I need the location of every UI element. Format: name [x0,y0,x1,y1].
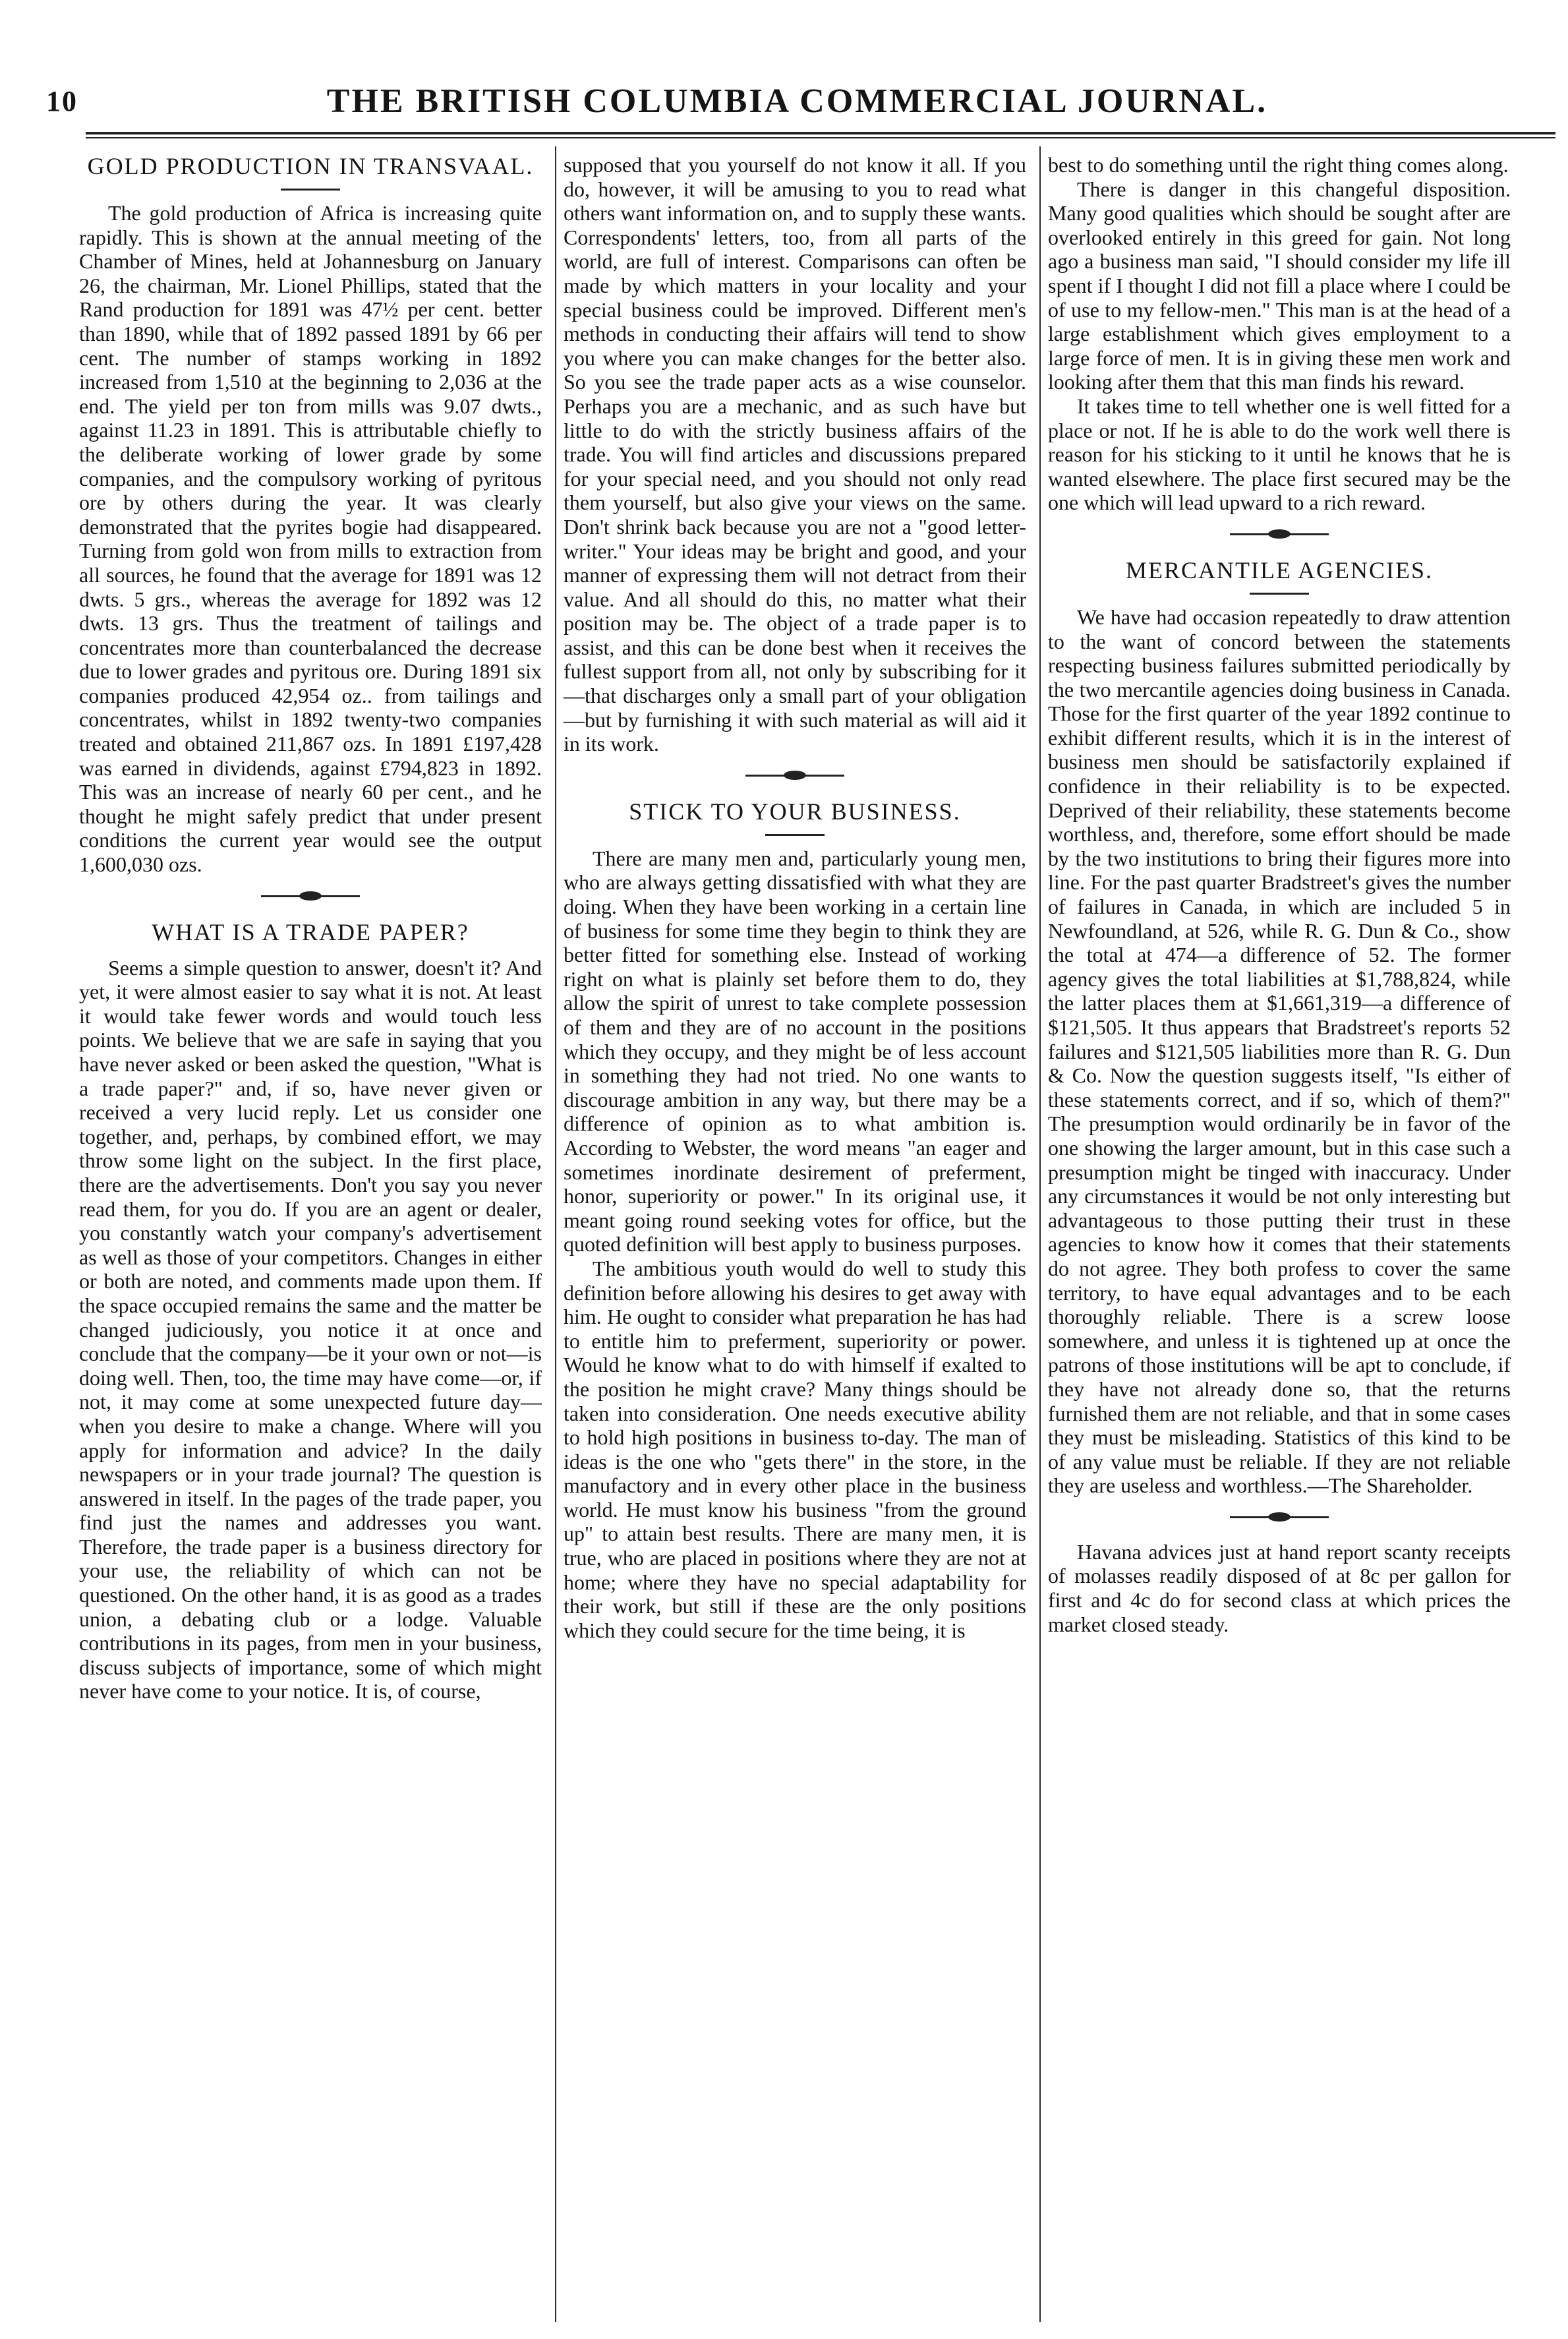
article-title-mercantile-agencies: MERCANTILE AGENCIES. [1126,556,1433,583]
section-ornament [745,771,844,781]
paragraph: There are many men and, particularly young men, who are always getting dissatisfied with what they are doing. When they have been working in a certain line of business for some time they begin to think they are better fitted for something else. Instead of working right on what is plainly set before them to do, they allow the spirit of unrest to take complete possession of them and they are of no account in the positions which they occupy, and they might be of less account in something they had not tried. No one wants to discourage ambition in any way, but there may be a difference of opinion as to what ambition is. According to Webster, the word means "an eager and sometimes inordinate desirement of preferment, honor, superiority or power." In its original use, it meant going round seeking votes for office, but the quoted definition will best apply to business purposes. [564,846,1026,1257]
column-2 [564,153,1026,1642]
paragraph: We have had occasion repeatedly to draw attention to the want of concord between the statements respecting business failures submitted periodically by the two mercantile agencies doing business in Canada. Those for the first quarter of the year 1892 continue to exhibit different results, which it is in the interest of business men should be satisfactorily explained if confidence in their reliability is to be expected. Deprived of their reliability, these statements become worthless, and, therefore, some effort should be made by the two institutions to bring their figures more into line. For the past quarter Bradstreet's gives the number of failures in Canada, in which are included 5 in Newfoundland, at 526, while R. G. Dun & Co., show the total at 474—a difference of 52. The former agency gives the total liabilities at $1,788,824, while the latter places them at $1,661,319—a difference of $121,505. It thus appears that Bradstreet's reports 52 failures and $121,505 liabilities more than R. G. Dun & Co. Now the question suggests itself, "Is either of these statements correct, and if so, which of them?" The presumption would ordinarily be in favor of the one showing the larger amount, but in this case such a presumption might be tinged with inaccuracy. Under any circumstances it would be not only interesting but advantageous to those putting their trust in these agencies to know how it comes that their statements do not agree. They both profess to cover the same territory, to have equal advantages and to be each thoroughly reliable. There is a screw loose somewhere, and unless it is tightened up at once the patrons of those institutions will be apt to conclude, if they have not already done so, that the returns furnished them are not reliable, and that in some cases they must be misleading. Statistics of this kind to be of any value must be reliable. If they are not reliable they are useless and worthless.—The Shareholder. [1048,605,1511,1498]
title-rule [281,189,340,191]
article-title-gold-production: GOLD PRODUCTION IN TRANSVAAL. [87,153,534,179]
header-rule-thin [86,137,1555,138]
paragraph: best to do something until the right thing comes along. [1048,153,1509,177]
paragraph: Havana advices just at hand report scanty receipts of molasses readily disposed of at 8c per gallon for first and 4c do for second class at which prices the market closed steady. [1048,1539,1511,1636]
title-rule [1250,593,1309,595]
paragraph: There is danger in this changeful disposition. Many good qualities which should be sought after are overlooked entirely in this greed for gain. Not long ago a business man said, "I should consider my life ill spent if I thought I did not fill a place where I could be of use to my fellow-men." This man is at the head of a large establishment which gives employment to a large force of men. It is in giving these men work and looking after them that this man finds his reward. [1048,177,1511,394]
column-1 [79,153,542,1703]
article-title-trade-paper: WHAT IS A TRADE PAPER? [152,918,469,945]
column-3 [1048,153,1511,1636]
page-number: 10 [46,85,78,117]
paragraph: The gold production of Africa is increasing quite rapidly. This is shown at the annual meeting of the Chamber of Mines, held at Johannesburg on January 26, the chairman, Mr. Lionel Phillips, stated that the Rand production for 1891 was 47½ per cent. better than 1890, while that of 1892 passed 1891 by 66 per cent. The number of stamps working in 1892 increased from 1,510 at the beginning to 2,036 at the end. The yield per ton from mills was 9.07 dwts., against 11.23 in 1891. This is attributable chiefly to the deliberate working of lower grade by some companies, and the compulsory working of pyritous ore by others during the year. It was clearly demonstrated that the pyrites bogie had disappeared. Turning from gold won from mills to extraction from all sources, he found that the average for 1891 was 12 dwts. 5 grs., whereas the average for 1892 was 12 dwts. 13 grs. Thus the treatment of tailings and concentrates more than counterbalanced the decrease due to lower grades and pyritous ore. During 1891 six companies produced 42,954 oz.. from tailings and concentrates, whilst in 1892 twenty-two companies treated and obtained 211,867 ozs. In 1891 £197,428 was earned in dividends, against £794,823 in 1892. This was an increase of nearly 60 per cent., and he thought he might safely predict that under present conditions the current year would see the output 1,600,030 ozs. [79,201,542,877]
column-divider [1039,146,1041,2322]
section-ornament [261,891,360,902]
journal-title: THE BRITISH COLUMBIA COMMERCIAL JOURNAL. [326,82,1268,120]
header-rule [86,132,1555,134]
paragraph: Seems a simple question to answer, doesn't it? And yet, it were almost easier to say what it is not. At least it would take fewer words and would touch less points. We believe that we are safe in saying that you have never asked or been asked the question, "What is a trade paper?" and, if so, have never given or received a very lucid reply. Let us consider one together, and, perhaps, by combined effort, we may throw some light on the subject. In the first place, there are the advertisements. Don't you say you never read them, for you do. If you are an agent or dealer, you constantly watch your company's advertisement as well as those of your competitors. Changes in either or both are noted, and comments made upon them. If the space occupied remains the same and the matter be changed judiciously, you notice it at once and conclude that the company—be it your own or not—is doing well. Then, too, the time may have come—or, if not, it may come at some unexpected future day—when you desire to make a change. Where will you apply for information and advice? In the daily newspapers or in your trade journal? The question is answered in itself. In the pages of the trade paper, you find just the names and addresses you want. Therefore, the trade paper is a business directory for your use, the reliability of which can not be questioned. On the other hand, it is as good as a trades union, a debating club or a lodge. Valuable contributions in its pages, from men in your business, discuss subjects of importance, some of which might never have come to your notice. It is, of course, [79,955,542,1703]
article-title-stick-to-business: STICK TO YOUR BUSINESS. [629,798,961,825]
column-divider [555,146,556,2322]
paragraph: supposed that you yourself do not know it all. If you do, however, it will be amusing to you to read what others want information on, and to supply these wants. Correspondents' letters, too, from all parts of the world, are full of interest. Comparisons can often be made by which matters in your locality and your special business could be improved. Different men's methods in conducting their affairs will tend to show you where you can make changes for the better also. So you see the trade paper acts as a wise counselor. Perhaps you are a mechanic, and as such have but little to do with the strictly business affairs of the trade. You will find articles and discussions prepared for your special need, and you should not only read them yourself, but also give your views on the same. Don't shrink back because you are not a "good letter-writer." Your ideas may be bright and good, and your manner of expressing them will not detract from their value. And all should do this, no matter what their position may be. The object of a trade paper is to assist, and this can be done best when it receives the fullest support from all, not only by subscribing for it—that discharges only a small part of your obligation—but by furnishing it with such material as will aid it in its work. [564,153,1026,756]
paragraph: The ambitious youth would do well to study this definition before allowing his desires to get away with him. He ought to consider what preparation he has had to entitle him to preferment, superiority or power. Would he know what to do with himself if exalted to the position he might crave? Many things should be taken into consideration. One needs executive ability to hold high positions in business to-day. The man of ideas is the one who "gets there" in the store, in the manufactory and in every other place in the business world. He must know his business "from the ground up" to attain best results. There are many men, it is true, who are placed in positions where they are not at home; where they have no special adaptability for their work, but still if these are the only positions which they could secure for the time being, it is [564,1256,1026,1642]
section-ornament [1230,529,1329,540]
paragraph: It takes time to tell whether one is well fitted for a place or not. If he is able to do the work well there is reason for his sticking to it until he knows that he is wanted elsewhere. The place first secured may be the one which will lead upward to a rich reward. [1048,394,1511,515]
title-rule [765,834,825,836]
section-ornament [1230,1512,1329,1523]
